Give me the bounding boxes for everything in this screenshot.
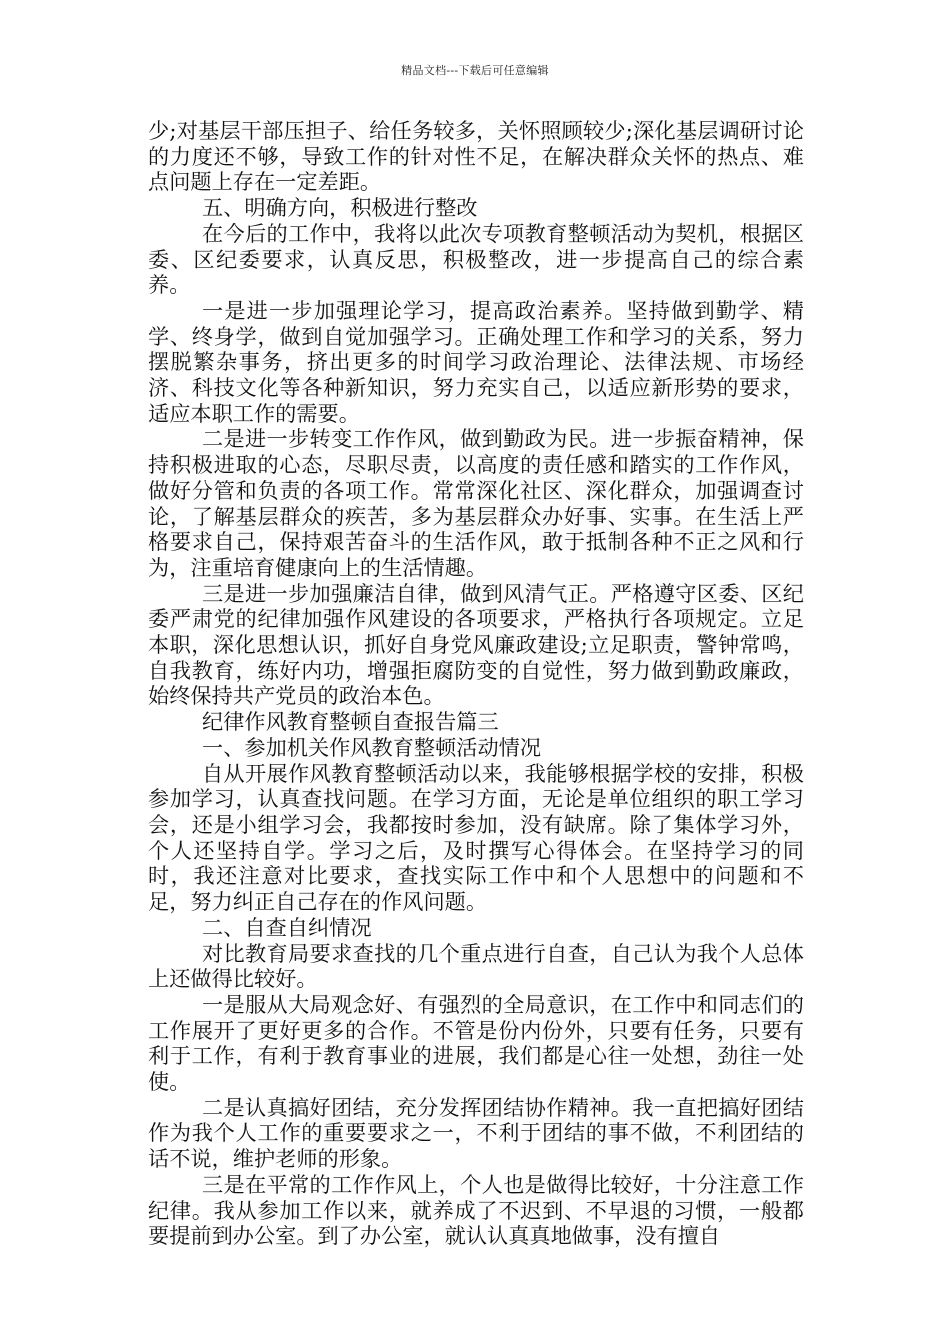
paragraph-1: 少;对基层干部压担子、给任务较多，关怀照顾较少;深化基层调研讨论的力度还不够，导致工作的针对性不足，在解决群众关怀的热点、难点问题上存在一定差距。 bbox=[148, 118, 804, 195]
paragraph-5: 三是进一步加强廉洁自律，做到风清气正。严格遵守区委、区纪委严肃党的纪律加强作风建设的各项要求，严格执行各项规定。立足本职，深化思想认识，抓好自身党风廉政建设;立足职责，警钟常鸣，自我教育，练好内功，增强拒腐防变的自觉性，努力做到勤政廉政，始终保持共产党员的政治本色。 bbox=[148, 580, 804, 709]
section-heading-1: 一、参加机关作风教育整顿活动情况 bbox=[202, 734, 542, 760]
page-header: 精品文档---下载后可任意编辑 bbox=[401, 64, 549, 77]
document-body bbox=[148, 118, 804, 1249]
section-heading-2: 二、自查自纠情况 bbox=[202, 914, 372, 940]
paragraph-7: 对比教育局要求查找的几个重点进行自查，自己认为我个人总体上还做得比较好。 bbox=[148, 940, 804, 992]
paragraph-3: 一是进一步加强理论学习，提高政治素养。坚持做到勤学、精学、终身学，做到自觉加强学习。正确处理工作和学习的关系，努力摆脱繁杂事务，挤出更多的时间学习政治理论、法律法规、市场经济、科技文化等各种新知识，努力充实自己，以适应新形势的要求，适应本职工作的需要。 bbox=[148, 297, 804, 426]
report-title: 纪律作风教育整顿自查报告篇三 bbox=[202, 709, 499, 735]
paragraph-2: 在今后的工作中，我将以此次专项教育整顿活动为契机，根据区委、区纪委要求，认真反思，积极整改，进一步提高自己的综合素养。 bbox=[148, 220, 804, 298]
paragraph-9: 二是认真搞好团结，充分发挥团结协作精神。我一直把搞好团结作为我个人工作的重要要求之一，不利于团结的事不做，不利团结的话不说，维护老师的形象。 bbox=[148, 1094, 804, 1172]
paragraph-10: 三是在平常的工作作风上，个人也是做得比较好，十分注意工作纪律。我从参加工作以来，就养成了不迟到、不早退的习惯，一般都要提前到办公室。到了办公室，就认认真真地做事，没有擅自 bbox=[148, 1171, 804, 1249]
paragraph-8: 一是服从大局观念好、有强烈的全局意识，在工作中和同志们的工作展开了更好更多的合作。不管是份内份外，只要有任务，只要有利于工作，有利于教育事业的进展，我们都是心往一处想，劲往一处使。 bbox=[148, 991, 804, 1095]
paragraph-4: 二是进一步转变工作作风，做到勤政为民。进一步振奋精神，保持积极进取的心态，尽职尽责，以高度的责任感和踏实的工作作风，做好分管和负责的各项工作。常常深化社区、深化群众，加强调查讨论，了解基层群众的疾苦，多为基层群众办好事、实事。在生活上严格要求自己，保持艰苦奋斗的生活作风，敢于抵制各种不正之风和行为，注重培育健康向上的生活情趣。 bbox=[148, 426, 804, 580]
paragraph-6: 自从开展作风教育整顿活动以来，我能够根据学校的安排，积极参加学习，认真查找问题。在学习方面，无论是单位组织的职工学习会，还是小组学习会，我都按时参加，没有缺席。除了集体学习外，个人还坚持自学。学习之后，及时撰写心得体会。在坚持学习的同时，我还注意对比要求，查找实际工作中和个人思想中的问题和不足，努力纠正自己存在的作风问题。 bbox=[148, 760, 804, 915]
section-heading-5: 五、明确方向，积极进行整改 bbox=[202, 195, 478, 221]
